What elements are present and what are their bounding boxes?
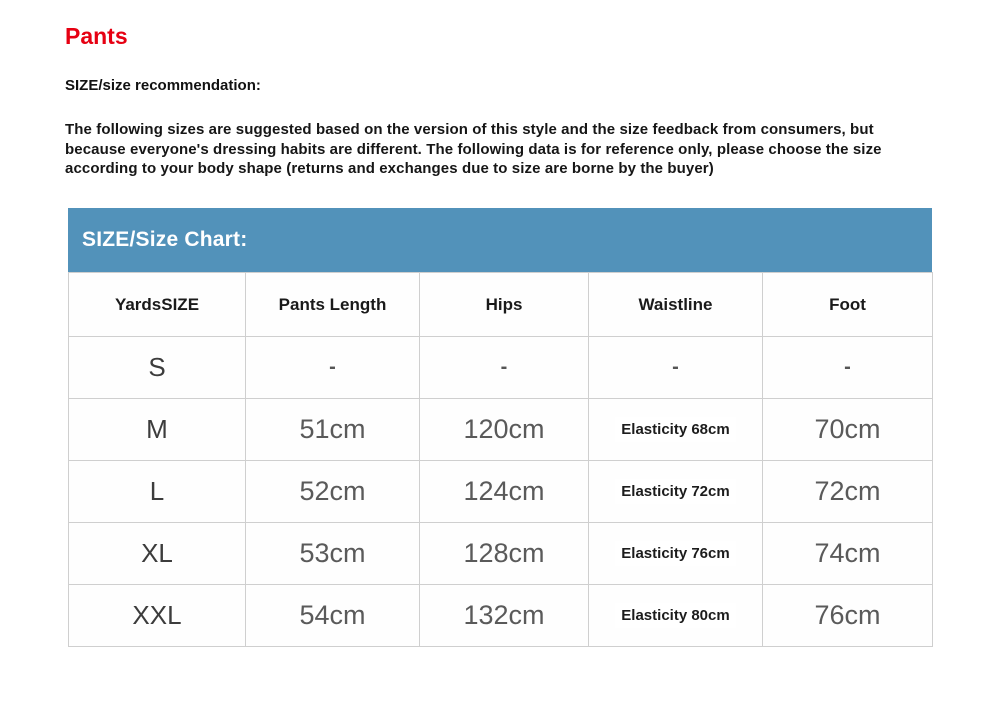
- cell-size-label: M: [69, 399, 246, 461]
- cell-waistline: Elasticity 72cm: [589, 461, 763, 523]
- cell-pants-length: 51cm: [246, 399, 420, 461]
- cell-foot: 70cm: [763, 399, 933, 461]
- cell-hips: -: [420, 337, 589, 399]
- cell-size-label: L: [69, 461, 246, 523]
- size-chart-body: [69, 337, 933, 647]
- table-row: [69, 461, 933, 523]
- cell-waistline: -: [589, 337, 763, 399]
- column-header-size: YardsSIZE: [69, 273, 246, 337]
- cell-foot: 74cm: [763, 523, 933, 585]
- table-row: [69, 337, 933, 399]
- cell-foot: 72cm: [763, 461, 933, 523]
- cell-hips: 124cm: [420, 461, 589, 523]
- cell-foot: -: [763, 337, 933, 399]
- cell-pants-length: 53cm: [246, 523, 420, 585]
- table-row: [69, 399, 933, 461]
- size-recommendation-heading: SIZE/size recommendation:: [65, 77, 261, 94]
- cell-waistline: Elasticity 76cm: [589, 523, 763, 585]
- cell-waistline: Elasticity 80cm: [589, 585, 763, 647]
- cell-hips: 128cm: [420, 523, 589, 585]
- column-header-pants-length: Pants Length: [246, 273, 420, 337]
- cell-foot: 76cm: [763, 585, 933, 647]
- table-header-row: [69, 273, 933, 337]
- cell-hips: 120cm: [420, 399, 589, 461]
- size-chart-banner-label: SIZE/Size Chart:: [82, 228, 248, 251]
- cell-hips: 132cm: [420, 585, 589, 647]
- column-header-hips: Hips: [420, 273, 589, 337]
- cell-size-label: XXL: [69, 585, 246, 647]
- table-row: [69, 585, 933, 647]
- page-title: Pants: [65, 23, 128, 49]
- column-header-foot: Foot: [763, 273, 933, 337]
- cell-pants-length: 52cm: [246, 461, 420, 523]
- size-recommendation-text: The following sizes are suggested based on the version of this style and the size feedback from consumers, but because everyone's dressing habits are different. The following data is for reference only, please choose the size according to your body shape (returns and exchanges due to size are borne by the buyer): [65, 121, 882, 177]
- cell-size-label: XL: [69, 523, 246, 585]
- size-chart-table: [68, 272, 933, 647]
- column-header-waistline: Waistline: [589, 273, 763, 337]
- cell-waistline: Elasticity 68cm: [589, 399, 763, 461]
- table-row: [69, 523, 933, 585]
- cell-pants-length: 54cm: [246, 585, 420, 647]
- cell-pants-length: -: [246, 337, 420, 399]
- size-chart-banner: [68, 208, 932, 272]
- cell-size-label: S: [69, 337, 246, 399]
